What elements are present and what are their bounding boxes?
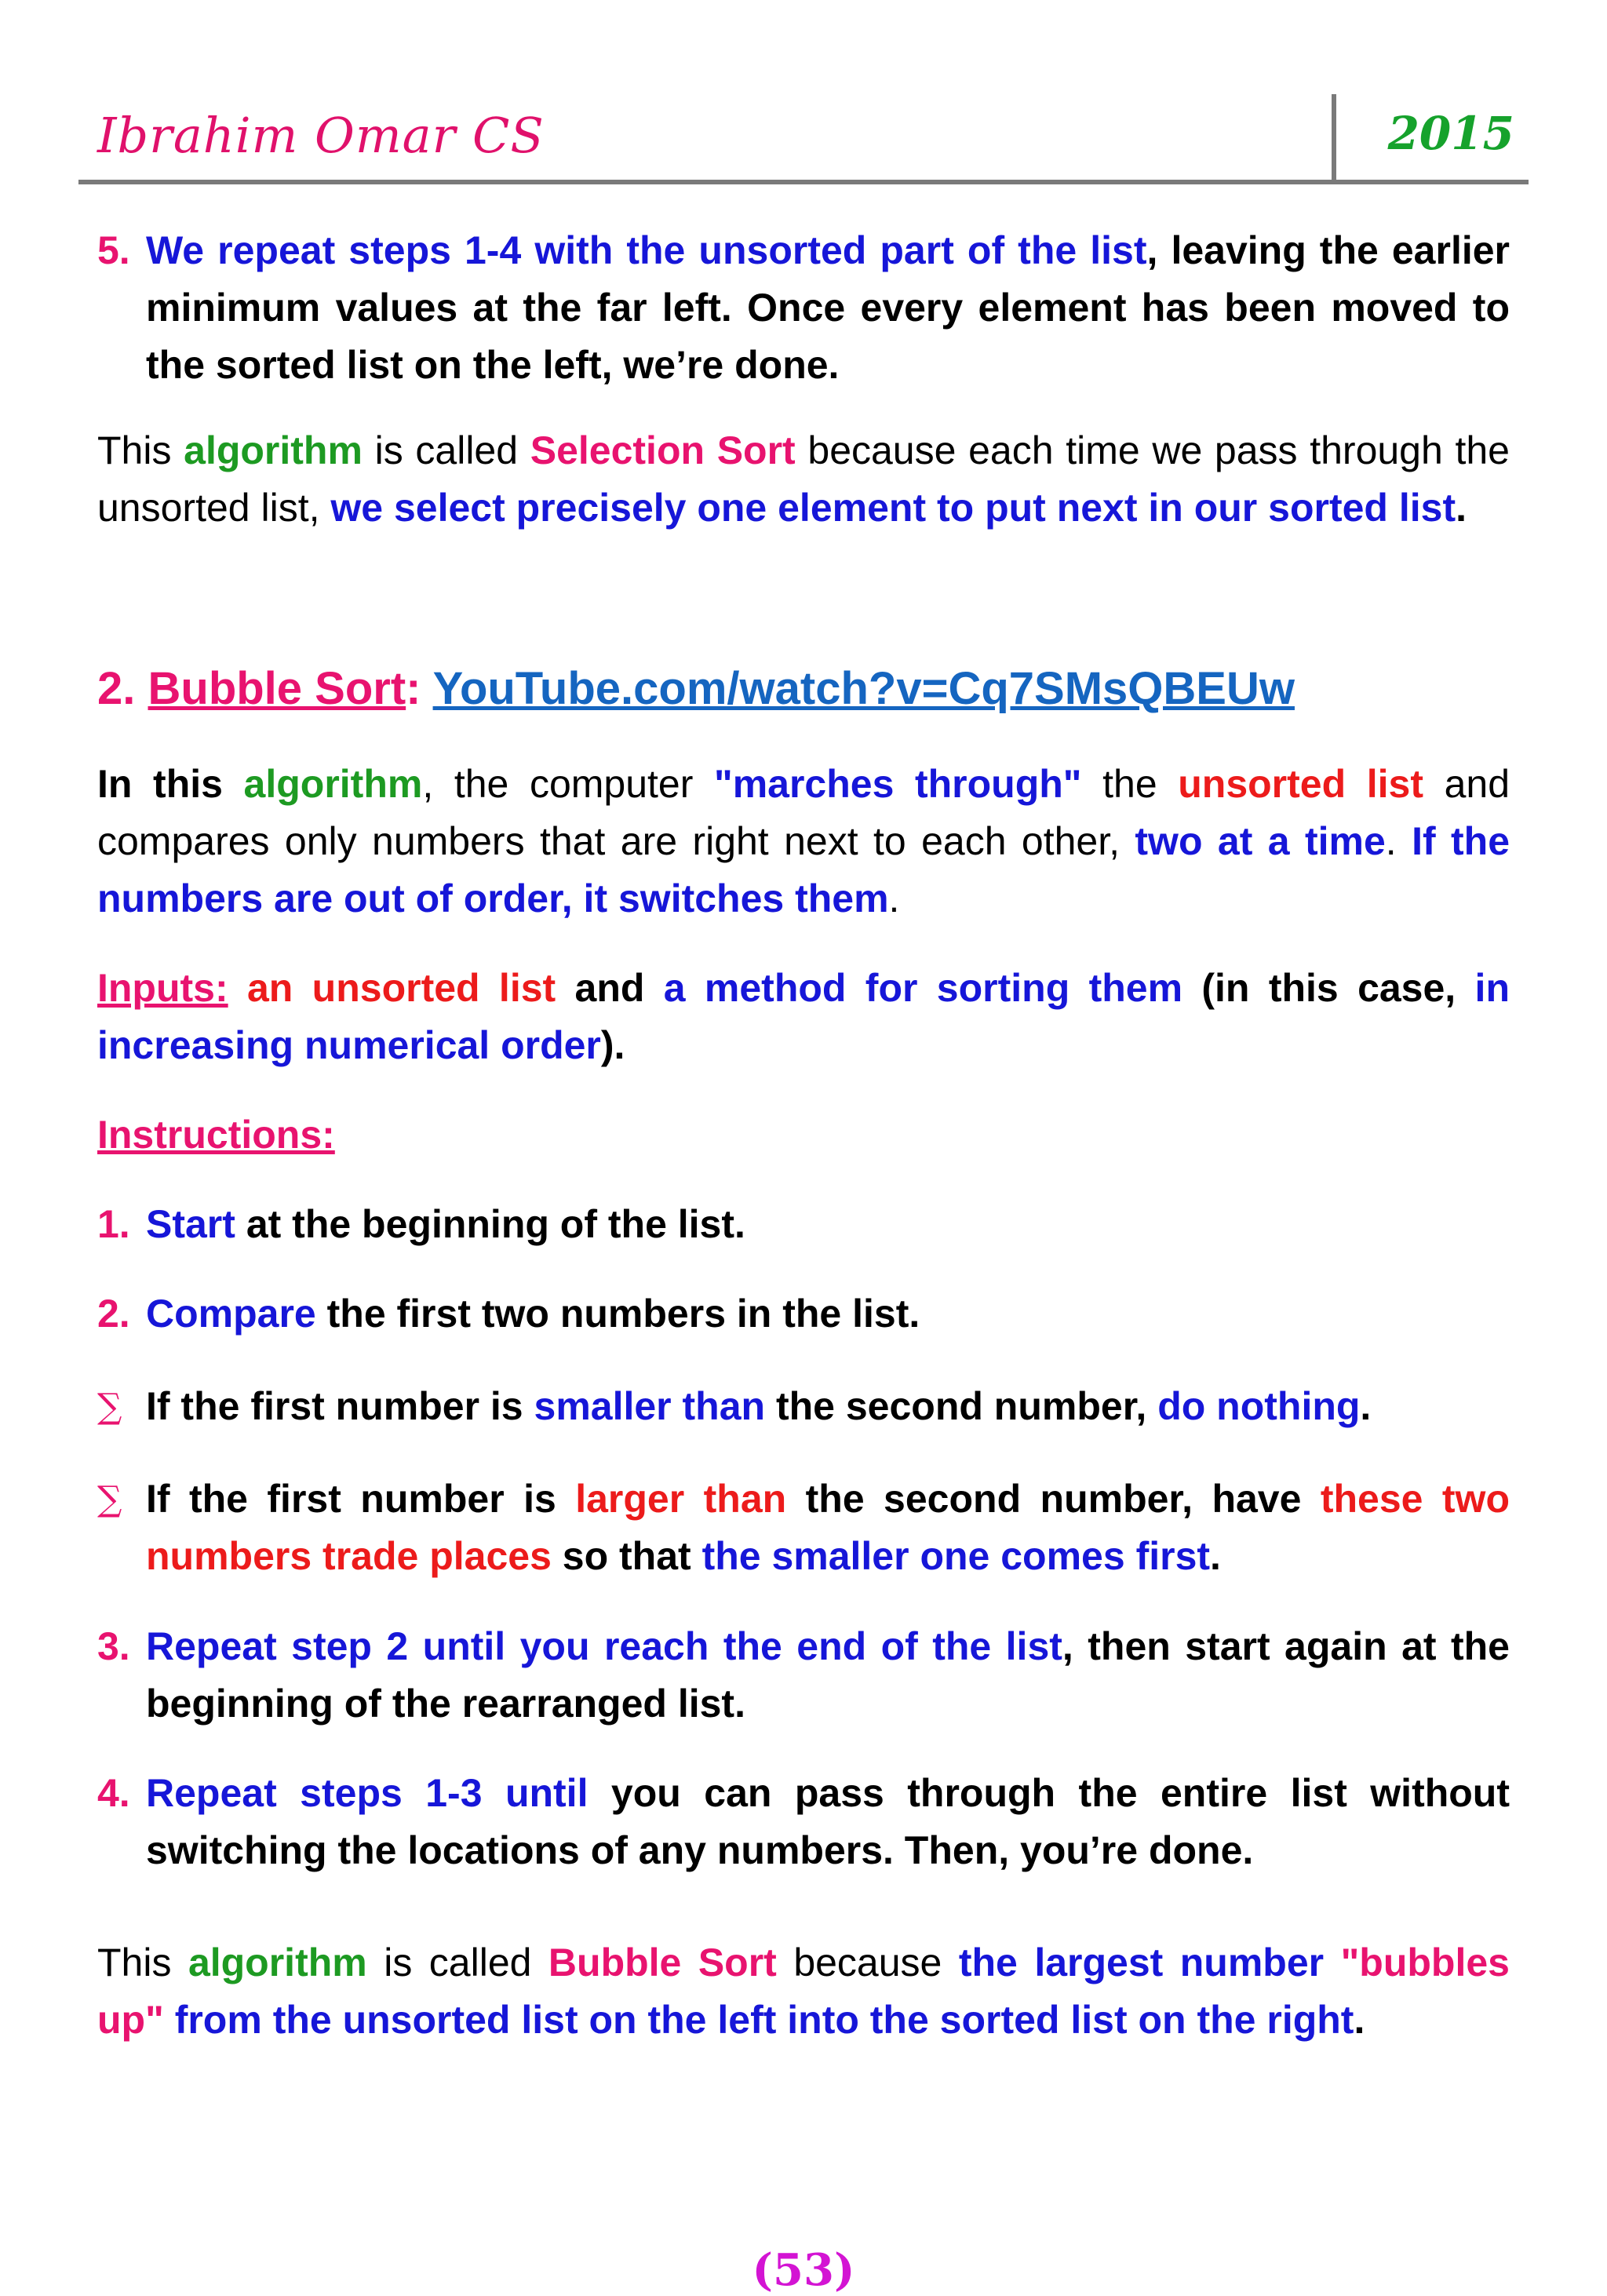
youtube-link[interactable]: YouTube.com/watch?v=Cq7SMsQBEUw xyxy=(432,663,1295,714)
section-title: Bubble Sort xyxy=(148,663,406,714)
step-text: Start at the beginning of the list. xyxy=(146,1202,745,1246)
inputs-paragraph: Inputs: an unsorted list and a method for sorting them (in this case, in increasing numerical order). xyxy=(97,966,1510,1067)
page-number: (53) xyxy=(752,2244,855,2296)
selection-sort-summary: This algorithm is called Selection Sort because each time we pass through the unsorted list, we select precisely one element to put next in our sorted list. xyxy=(97,428,1510,530)
header-divider-vertical xyxy=(1332,94,1336,184)
header-year: 2015 xyxy=(1387,107,1514,160)
step-text: Repeat steps 1-3 until you can pass through the entire list without switching the locations of any numbers. Then, you’re done. xyxy=(146,1771,1510,1872)
bubble-sort-intro: In this algorithm, the computer "marches through" the unsorted list and compares only numbers that are right next to each other, two at a time. If the numbers are out of order, it switches them. xyxy=(97,762,1510,920)
step-text: Compare the first two numbers in the list. xyxy=(146,1292,920,1336)
bubble-sort-heading: 2. Bubble Sort: YouTube.com/watch?v=Cq7SMsQBEUw xyxy=(97,663,1295,714)
header-author: Ibrahim Omar CS xyxy=(97,107,545,164)
bubble-sort-summary: This algorithm is called Bubble Sort because the largest number "bubbles up" from the unsorted list on the left into the sorted list on the right. xyxy=(97,1941,1510,2042)
sigma-bullet-icon: ∑ xyxy=(97,1479,122,1519)
sigma-bullet-icon: ∑ xyxy=(97,1387,122,1427)
instructions-heading: Instructions: xyxy=(97,1113,335,1157)
bubble-step-1 xyxy=(97,1196,1510,1253)
bubble-step-2 xyxy=(97,1285,1510,1343)
bubble-bullet-larger xyxy=(97,1471,1510,1585)
step-number: 5. xyxy=(97,228,130,272)
step-number: 3. xyxy=(97,1624,130,1668)
step-text: Repeat step 2 until you reach the end of the list, then start again at the beginning of the rearranged list. xyxy=(146,1624,1510,1726)
selection-step-5 xyxy=(97,222,1510,394)
step-text: We repeat steps 1-4 with the unsorted part of the list, leaving the earlier minimum values at the far left. Once every element has been moved to the sorted list on the left, we’re done. xyxy=(146,228,1510,387)
header-rule xyxy=(78,180,1529,184)
bullet-text: If the first number is larger than the second number, have these two numbers trade places so that the smaller one comes first. xyxy=(146,1477,1510,1578)
bubble-bullet-smaller xyxy=(97,1378,1510,1435)
step-number: 2. xyxy=(97,1292,130,1336)
step-number: 1. xyxy=(97,1202,130,1246)
section-number: 2. xyxy=(97,663,136,714)
bullet-text: If the first number is smaller than the second number, do nothing. xyxy=(146,1384,1372,1428)
bubble-step-4 xyxy=(97,1765,1510,1879)
inputs-label: Inputs: xyxy=(97,966,228,1010)
bubble-step-3 xyxy=(97,1618,1510,1733)
step-number: 4. xyxy=(97,1771,130,1815)
